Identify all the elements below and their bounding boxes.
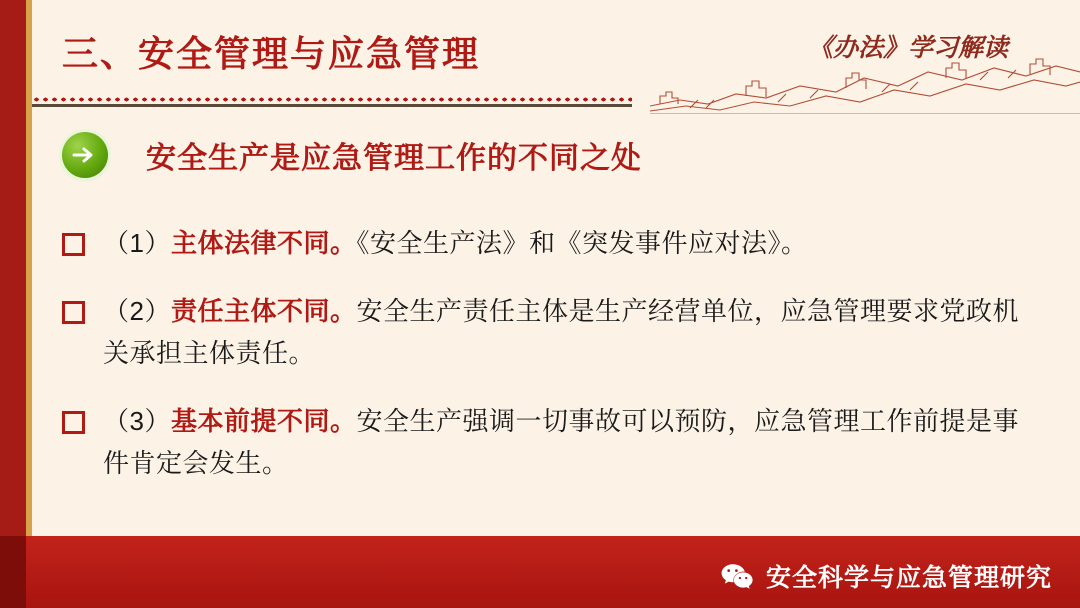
green-arrow-circle-icon: [62, 132, 108, 178]
section-subheading: [62, 132, 642, 178]
item-prefix: （3）: [103, 406, 171, 437]
footer-brand: [720, 558, 1052, 594]
footer-text: 安全科学与应急管理研究: [765, 564, 1052, 592]
item-highlight: 责任主体不同。: [170, 296, 357, 327]
red-square-bullet-icon: [62, 301, 85, 324]
footer-left-block: [0, 536, 26, 608]
list-item: [62, 222, 1022, 264]
item-prefix: （1）: [103, 228, 171, 258]
divider-dots: [32, 96, 632, 103]
item-highlight: 基本前提不同。: [170, 406, 357, 437]
item-rest: 安全生产强调一切事故可以预防，应急管理工作前提是事件肯定会发生。: [103, 406, 1019, 479]
divider-line: [32, 104, 632, 107]
content-list: [62, 222, 1022, 511]
item-highlight: 主体法律不同。: [170, 228, 357, 258]
item-prefix: （2）: [103, 296, 171, 327]
list-item-text: [103, 290, 1022, 374]
page-title: 三、安全管理与应急管理: [62, 33, 481, 74]
red-square-bullet-icon: [62, 233, 85, 256]
list-item-text: [103, 400, 1022, 484]
footer-band: [0, 536, 1080, 608]
list-item: [62, 400, 1022, 484]
header-divider: [32, 96, 1080, 108]
subheading-text: 安全生产是应急管理工作的不同之处: [146, 142, 642, 175]
item-rest: 安全生产责任主体是生产经营单位，应急管理要求党政机关承担主体责任。: [103, 296, 1019, 369]
left-red-bar: [0, 0, 26, 608]
item-rest: 《安全生产法》和《突发事件应对法》。: [356, 228, 808, 258]
wechat-icon: [720, 562, 754, 590]
list-item: [62, 290, 1022, 374]
red-square-bullet-icon: [62, 411, 85, 434]
list-item-text: [103, 222, 1022, 264]
header-subtitle: 《办法》学习解读: [807, 33, 1008, 62]
